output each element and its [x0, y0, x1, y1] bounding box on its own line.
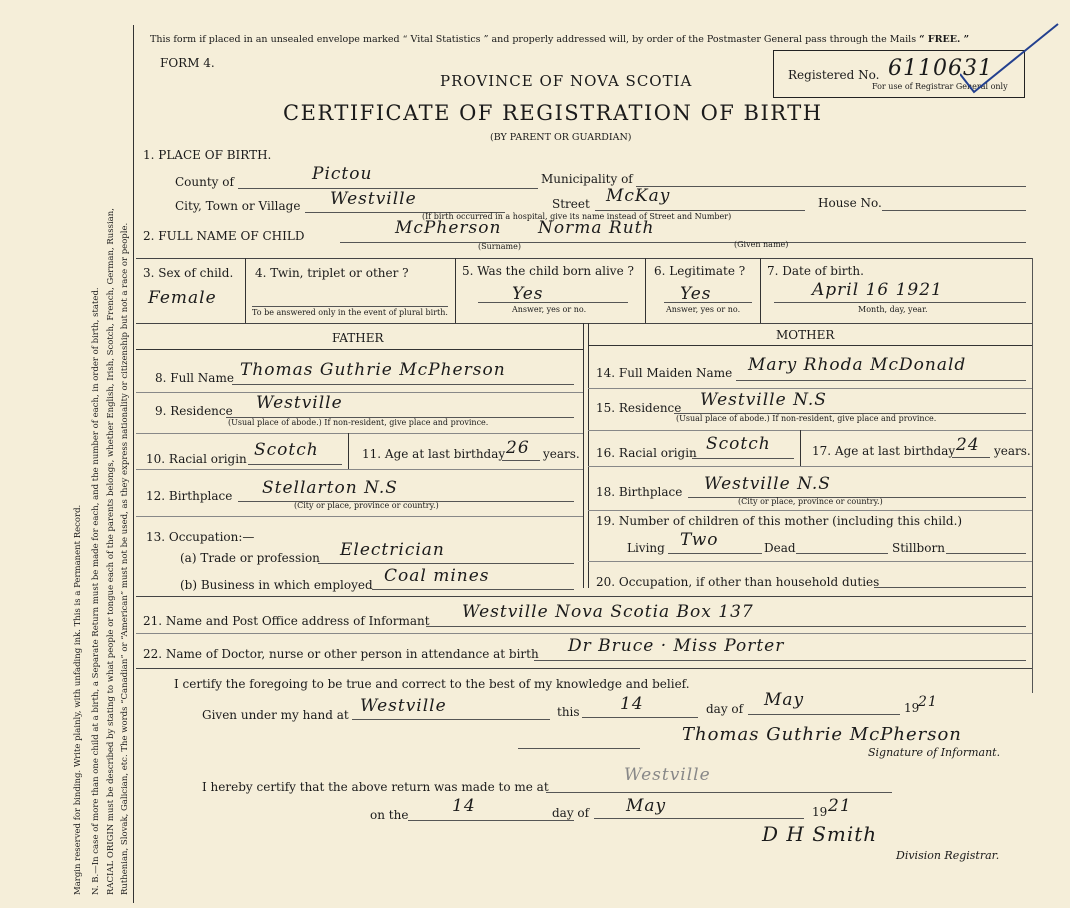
mother-rule-4 — [588, 510, 1032, 511]
stillborn-label: Stillborn — [892, 541, 945, 555]
street-line — [595, 210, 805, 211]
father-birthplace-label: 12. Birthplace — [146, 489, 233, 503]
mother-rule-3 — [588, 466, 1032, 467]
mother-birthplace-value: Westville N.S — [704, 474, 831, 494]
father-name-label: 8. Full Name — [155, 371, 234, 385]
informant-signature: Thomas Guthrie McPherson — [682, 724, 962, 745]
father-heading-rule — [136, 349, 583, 350]
alive-label: 5. Was the child born alive ? — [462, 264, 634, 278]
father-age-value: 26 — [506, 438, 530, 458]
municipality-label: Municipality of — [541, 172, 633, 186]
informant-label: 21. Name and Post Office address of Informant — [143, 614, 430, 628]
legitimate-note: Answer, yes or no. — [666, 305, 741, 314]
father-birthplace-note: (City or place, province or country.) — [294, 501, 439, 510]
child-surname: McPherson — [395, 218, 502, 238]
father-trade-label: (a) Trade or profession — [180, 551, 320, 565]
certify-top-rule — [136, 668, 1032, 669]
house-line — [882, 210, 1026, 211]
row-bottom-rule — [136, 323, 1032, 324]
given-this-label: this — [557, 705, 580, 719]
father-rule-3 — [136, 469, 583, 470]
dob-label: 7. Date of birth. — [767, 264, 864, 278]
box-divider-3 — [645, 258, 646, 323]
mother-name-label: 14. Full Maiden Name — [596, 366, 733, 380]
county-value: Pictou — [312, 164, 373, 184]
father-race-label: 10. Racial origin — [146, 452, 247, 466]
place-of-birth-label: 1. PLACE OF BIRTH. — [143, 148, 272, 162]
doctor-line — [534, 660, 1026, 661]
row-top-rule — [136, 258, 1032, 259]
alive-value: Yes — [512, 284, 544, 304]
check-mark-icon — [960, 22, 1060, 102]
blank-line — [518, 748, 640, 749]
registered-number: 6110631 — [888, 56, 993, 81]
informant-top-rule — [136, 596, 1032, 597]
house-label: House No. — [818, 196, 882, 210]
father-age-unit: years. — [543, 447, 580, 461]
given-day-value: 14 — [620, 694, 644, 714]
mother-race-divider — [800, 430, 801, 466]
father-rule-4 — [136, 516, 583, 517]
child-given-name: Norma Ruth — [538, 218, 655, 238]
mother-rule-1 — [588, 388, 1032, 389]
margin-rule — [133, 25, 134, 903]
dead-label: Dead — [764, 541, 796, 555]
sex-value: Female — [148, 288, 217, 308]
dead-line — [796, 553, 888, 554]
informant-signature-label: Signature of Informant. — [868, 746, 1001, 759]
city-label: City, Town or Village — [175, 199, 301, 213]
outer-border-right — [1032, 258, 1033, 693]
province-title: PROVINCE OF NOVA SCOTIA — [440, 72, 693, 90]
mother-residence-note: (Usual place of abode.) If non-resident, give place and province. — [676, 414, 937, 423]
father-heading: FATHER — [332, 331, 384, 345]
twin-line — [252, 306, 448, 307]
dob-value: April 16 1921 — [812, 280, 943, 300]
alive-line — [478, 302, 628, 303]
mother-age-label: 17. Age at last birthday — [812, 444, 956, 458]
mother-heading-rule — [588, 345, 1032, 346]
mother-birthplace-note: (City or place, province or country.) — [738, 497, 883, 506]
surname-note: (Surname) — [478, 242, 521, 251]
father-occupation-label: 13. Occupation:— — [146, 530, 255, 544]
registrar-month-value: May — [626, 796, 667, 816]
given-name-note: (Given name) — [734, 240, 789, 249]
living-value: Two — [680, 530, 719, 550]
given-day-line — [582, 717, 698, 718]
registrar-label: Division Registrar. — [896, 849, 1000, 862]
father-birthplace-value: Stellarton N.S — [262, 478, 398, 498]
given-month-line — [748, 714, 900, 715]
registered-label: Registered No. — [788, 68, 880, 82]
mother-occupation-label: 20. Occupation, if other than household duties — [596, 575, 880, 589]
city-value: Westville — [330, 189, 417, 209]
given-year-prefix: 19 — [904, 701, 920, 715]
father-name-line — [232, 384, 574, 385]
father-residence-note: (Usual place of abode.) If non-resident, give place and province. — [228, 418, 489, 427]
given-under-label: Given under my hand at — [202, 708, 349, 722]
legitimate-label: 6. Legitimate ? — [654, 264, 746, 278]
registrar-month-line — [594, 818, 804, 819]
street-value: McKay — [606, 186, 671, 206]
mother-birthplace-label: 18. Birthplace — [596, 485, 683, 499]
registrar-year-prefix: 19 — [812, 805, 828, 819]
form-number: FORM 4. — [160, 56, 215, 70]
mother-heading: MOTHER — [776, 328, 835, 342]
father-name-value: Thomas Guthrie McPherson — [240, 360, 506, 380]
twin-label: 4. Twin, triplet or other ? — [255, 266, 409, 280]
father-rule-1 — [136, 392, 583, 393]
registered-note: For use of Registrar General only — [872, 82, 1008, 91]
registrar-place-line — [546, 792, 892, 793]
sex-label: 3. Sex of child. — [143, 266, 234, 280]
informant-value: Westville Nova Scotia Box 137 — [462, 602, 754, 622]
child-name-label: 2. FULL NAME OF CHILD — [143, 229, 305, 243]
mother-race-value: Scotch — [706, 434, 771, 454]
margin-note-nationality: Ruthenian, Slovak, Galician, etc. The words “Canadian” or “American” must not be used, as they express nationality or citizenship but not a race or people. — [120, 222, 130, 895]
registrar-day-of-label: day of — [552, 806, 590, 820]
father-trade-value: Electrician — [340, 540, 445, 560]
street-label: Street — [552, 197, 590, 211]
father-business-line — [372, 589, 574, 590]
mother-age-unit: years. — [994, 444, 1031, 458]
father-business-value: Coal mines — [384, 566, 490, 586]
father-race-value: Scotch — [254, 440, 319, 460]
father-business-label: (b) Business in which employed — [180, 578, 373, 592]
dob-note: Month, day, year. — [858, 305, 928, 314]
father-residence-label: 9. Residence — [155, 404, 233, 418]
informant-rule — [136, 633, 1032, 634]
mother-age-line — [952, 457, 990, 458]
informant-line — [426, 626, 1026, 627]
mother-race-label: 16. Racial origin — [596, 446, 697, 460]
father-age-label: 11. Age at last birthday — [362, 447, 506, 461]
box-divider-2 — [455, 258, 456, 323]
twin-note: To be answered only in the event of plural birth. — [252, 308, 448, 317]
dob-line — [774, 302, 1026, 303]
registrar-on-the-label: on the — [370, 808, 409, 822]
postal-free: “ FREE. ” — [919, 34, 970, 45]
children-count-label: 19. Number of children of this mother (including this child.) — [596, 514, 963, 528]
given-place-value: Westville — [360, 696, 447, 716]
given-day-of-label: day of — [706, 702, 744, 716]
municipality-line — [636, 186, 1026, 187]
registrar-statement: I hereby certify that the above return was made to me at — [202, 780, 549, 794]
mother-rule-2 — [588, 430, 1032, 431]
mother-residence-label: 15. Residence — [596, 401, 682, 415]
postal-note — [150, 34, 969, 45]
father-race-line — [248, 464, 342, 465]
given-month-value: May — [764, 690, 805, 710]
father-race-divider — [348, 433, 349, 469]
certificate-subtitle: (BY PARENT OR GUARDIAN) — [490, 132, 632, 143]
mother-occupation-line — [874, 587, 1026, 588]
living-label: Living — [627, 541, 665, 555]
living-line — [668, 553, 762, 554]
box-divider-1 — [245, 258, 246, 323]
parents-divider-left — [583, 323, 584, 588]
certificate-title: CERTIFICATE OF REGISTRATION OF BIRTH — [283, 101, 823, 125]
parents-divider-right — [588, 323, 589, 588]
child-name-line — [340, 242, 1026, 243]
mother-residence-value: Westville N.S — [700, 390, 827, 410]
registrar-signature: D H Smith — [762, 822, 878, 846]
stillborn-line — [946, 553, 1026, 554]
given-year-value: 21 — [918, 694, 938, 710]
father-rule-2 — [136, 433, 583, 434]
postal-note-text: This form if placed in an unsealed envelope marked “ Vital Statistics ” and properly addressed will, by order of the Postmaster General pass through the Mails — [150, 34, 920, 45]
registrar-day-value: 14 — [452, 796, 476, 816]
registrar-day-line — [408, 820, 574, 821]
father-trade-line — [318, 563, 574, 564]
mother-rule-5 — [588, 561, 1032, 562]
registrar-place-value: Westville — [624, 765, 711, 785]
margin-note-racial-origin: RACIAL ORIGIN must be described by stating to what people or tongue each of the parents belongs, whether English, Irish, Scotch, French, German, Russian, — [106, 208, 116, 895]
father-age-line — [502, 460, 540, 461]
mother-name-line — [736, 380, 1026, 381]
mother-name-value: Mary Rhoda McDonald — [748, 355, 967, 375]
mother-age-value: 24 — [956, 435, 980, 455]
box-divider-4 — [760, 258, 761, 323]
margin-note-binding: Margin reserved for binding. Write plainly, with unfading ink. This is a Permanent Record. — [73, 504, 83, 895]
doctor-value: Dr Bruce · Miss Porter — [568, 636, 785, 656]
mother-race-line — [692, 458, 794, 459]
registrar-year-value: 21 — [828, 796, 852, 816]
hospital-note: (If birth occurred in a hospital, give its name instead of Street and Number) — [422, 212, 732, 221]
margin-note-plural-birth: N. B.—In case of more than one child at a birth, a Separate Return must be made for each, and the number of each, in order of birth, stated. — [91, 287, 101, 895]
father-residence-value: Westville — [256, 393, 343, 413]
given-place-line — [352, 719, 550, 720]
alive-note: Answer, yes or no. — [512, 305, 587, 314]
county-label: County of — [175, 175, 234, 189]
legitimate-value: Yes — [680, 284, 712, 304]
doctor-label: 22. Name of Doctor, nurse or other person in attendance at birth — [143, 647, 539, 661]
certify-statement: I certify the foregoing to be true and correct to the best of my knowledge and belief. — [174, 677, 690, 691]
